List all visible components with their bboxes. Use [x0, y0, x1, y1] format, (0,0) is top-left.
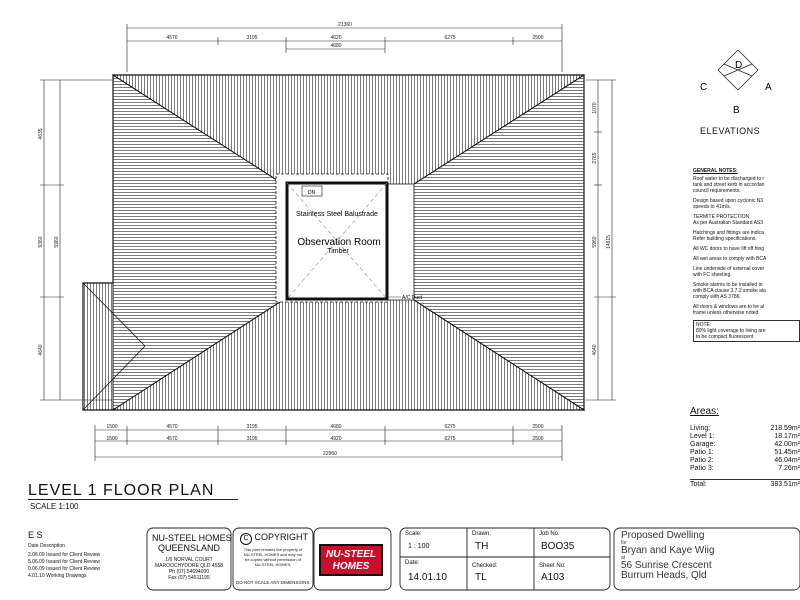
note-item: All wet areas to comply with BCA [693, 256, 767, 262]
area-total-value: 383.51m² [770, 481, 800, 488]
copyright-title: COPYRIGHT [254, 532, 309, 542]
dim-bottom-overall: 22960 [323, 451, 337, 457]
note-item: All WC doors to have lift off hing [693, 246, 765, 252]
general-notes [693, 168, 800, 342]
job-value: BOO35 [541, 541, 575, 552]
project-details [621, 531, 714, 581]
dim-top-seg: 6275 [444, 35, 456, 41]
revisions-header: Date Description [28, 543, 65, 549]
dim-bottom: 2500 [532, 436, 544, 442]
elevation-b: B [733, 105, 740, 116]
revision-row: 4.01.10 Working Drawings [28, 573, 87, 579]
company-name-line1: NU-STEEL HOMES [152, 533, 232, 543]
area-row [690, 433, 800, 441]
note-item: Line underside of external cover with FC sheeting. [693, 266, 765, 278]
copyright-heading [240, 532, 308, 545]
date-value: 14.01.10 [408, 572, 447, 583]
area-row [690, 465, 800, 473]
elevation-d: D [735, 60, 743, 71]
note-item: Smoke alarms to be installed in with BCA clause 3.7.2 smoke ala comply with AS 3786. [693, 282, 766, 300]
revision-table [28, 530, 138, 590]
address-line: MAROOCHYDORE QLD 4558 [154, 563, 224, 569]
areas-schedule [690, 406, 800, 489]
note-item: All doors & windows are to be al frame unless otherwise noted. [693, 304, 765, 316]
fax-number: Fax (07) 54511195 [168, 575, 210, 581]
area-value: 218.59m² [770, 425, 800, 432]
sheet-scale: SCALE 1:100 [30, 502, 79, 511]
dim-left: 9360 [38, 236, 44, 248]
dim-bottom: 6275 [444, 436, 456, 442]
notes-heading: GENERAL NOTES: [693, 168, 738, 174]
area-total-row [690, 479, 800, 489]
room-name: Observation Room [297, 237, 381, 248]
dim-bottom: 4570 [166, 424, 178, 430]
area-row [690, 457, 800, 465]
project-at: at [621, 555, 626, 561]
area-label: Level 1: [690, 433, 715, 440]
job-label: Job No: [539, 531, 560, 537]
elevation-a: A [765, 82, 772, 93]
dim-right: 14615 [606, 235, 612, 249]
copyright-icon: C [240, 533, 252, 545]
dim-bottom: 3195 [246, 424, 258, 430]
dim-bottom: 6275 [444, 424, 456, 430]
project-for: for [621, 540, 627, 546]
dim-bottom: 4920 [330, 436, 342, 442]
address-line: 1/6 NORVAL COURT [165, 557, 213, 563]
dim-top-seg: 4620 [330, 35, 342, 41]
sheet-title: LEVEL 1 FLOOR PLAN [28, 482, 215, 499]
dim-left: 4640 [38, 344, 44, 356]
dim-right: 5960 [592, 236, 598, 248]
observation-room [287, 183, 423, 301]
dim-bottom: 2500 [532, 424, 544, 430]
dim-bottom: 1500 [106, 424, 118, 430]
checked-label: Checked: [472, 563, 498, 569]
roof-wing-west [83, 283, 113, 410]
dim-top-seg: 3195 [246, 35, 258, 41]
company-name [152, 533, 232, 553]
area-total-label: Total: [690, 481, 707, 488]
site-address-line1: 56 Sunrise Crescent [621, 560, 712, 571]
logo-line1: NU-STEEL [326, 549, 376, 560]
dim-right: 1070 [592, 102, 598, 114]
company-address [152, 557, 226, 581]
top-dimensions [127, 24, 562, 72]
drawn-value: TH [475, 541, 489, 552]
area-value: 18.17m² [774, 433, 800, 440]
dim-top-overall: 21360 [338, 22, 352, 28]
dim-bottom: 1500 [106, 436, 118, 442]
lighting-note-box: NOTE: 80% light coverage to living are to be compact fluorescent [693, 320, 800, 342]
elevation-c: C [700, 82, 708, 93]
dim-top-seg: 4570 [166, 35, 178, 41]
dim-bottom: 3195 [246, 436, 258, 442]
date-label: Date: [405, 560, 420, 566]
revision-row: 2.06.09 Issued for Client Review [28, 552, 100, 558]
dim-left: 4635 [38, 128, 44, 140]
area-label: Patio 1: [690, 449, 714, 456]
area-value: 46.04m² [774, 457, 800, 464]
area-row [690, 449, 800, 457]
dim-bottom: 4570 [166, 436, 178, 442]
balustrade-label: Stainless Steel Balustrade [296, 211, 378, 218]
area-row [690, 441, 800, 449]
site-address-line2: Burrum Heads, Qld [621, 570, 707, 581]
sheet-no-label: Sheet No: [539, 563, 566, 569]
drawn-label: Drawn: [472, 531, 492, 537]
client-name: Bryan and Kaye Wiig [621, 545, 715, 556]
dim-right: 2765 [592, 152, 598, 164]
copyright-text: This plan remains the property of NU-STEEL HOMES and may not be copied without permission of NU-STEEL HOMES. [243, 547, 303, 567]
area-label: Patio 2: [690, 457, 714, 464]
dim-right: 4640 [592, 344, 598, 356]
sheet-no-value: A103 [541, 572, 565, 583]
note-item: Hatchings and fittings are indica Refer building specifications. [693, 230, 764, 242]
dim-bottom: 4680 [330, 424, 342, 430]
area-label: Patio 3: [690, 465, 714, 472]
project-title: Proposed Dwelling [621, 530, 705, 541]
dim-top-inner: 4680 [330, 43, 342, 49]
phone-number: Ph (07) 54694000 [168, 569, 210, 575]
note-item: Roof water to be discharged to r tank and street kerb in accordan council requirements. [693, 176, 765, 194]
revision-row: 0.06.09 Issued for Client Review [28, 566, 100, 572]
note-item: TERMITE PROTECTION As per Australian Standard AS3 [693, 214, 764, 226]
scale-value: 1 : 100 [408, 543, 430, 550]
elevations-title: ELEVATIONS [700, 126, 761, 136]
scale-warning: DO NOT SCALE ANY DIMENSIONS [236, 580, 310, 585]
area-value: 7.26m² [778, 465, 800, 472]
title-underline [28, 499, 238, 500]
area-label: Garage: [690, 441, 716, 448]
area-row [690, 425, 800, 433]
company-name-line2: QUEENSLAND [157, 543, 220, 553]
dim-top-seg: 2500 [532, 35, 544, 41]
scale-label: Scale: [405, 531, 422, 537]
note-item: Design based upon cyclonic N3 speeds to 41m/s. [693, 198, 764, 210]
door-tag: DN [308, 190, 316, 196]
area-label: Living: [690, 425, 711, 432]
checked-value: TL [475, 572, 487, 583]
dim-left-inner: 5960 [54, 236, 60, 248]
floor-finish: Timber [327, 248, 349, 255]
revisions-title: E S [28, 530, 43, 540]
areas-title: Areas: [690, 406, 719, 417]
revision-row: 5.06.09 Issued for Client Review [28, 559, 100, 565]
area-value: 42.00m² [774, 441, 800, 448]
area-value: 51.45m² [774, 449, 800, 456]
nu-steel-logo [319, 544, 383, 576]
ac-duct-label: A/C Duct [402, 295, 423, 301]
logo-line2: HOMES [332, 561, 370, 572]
